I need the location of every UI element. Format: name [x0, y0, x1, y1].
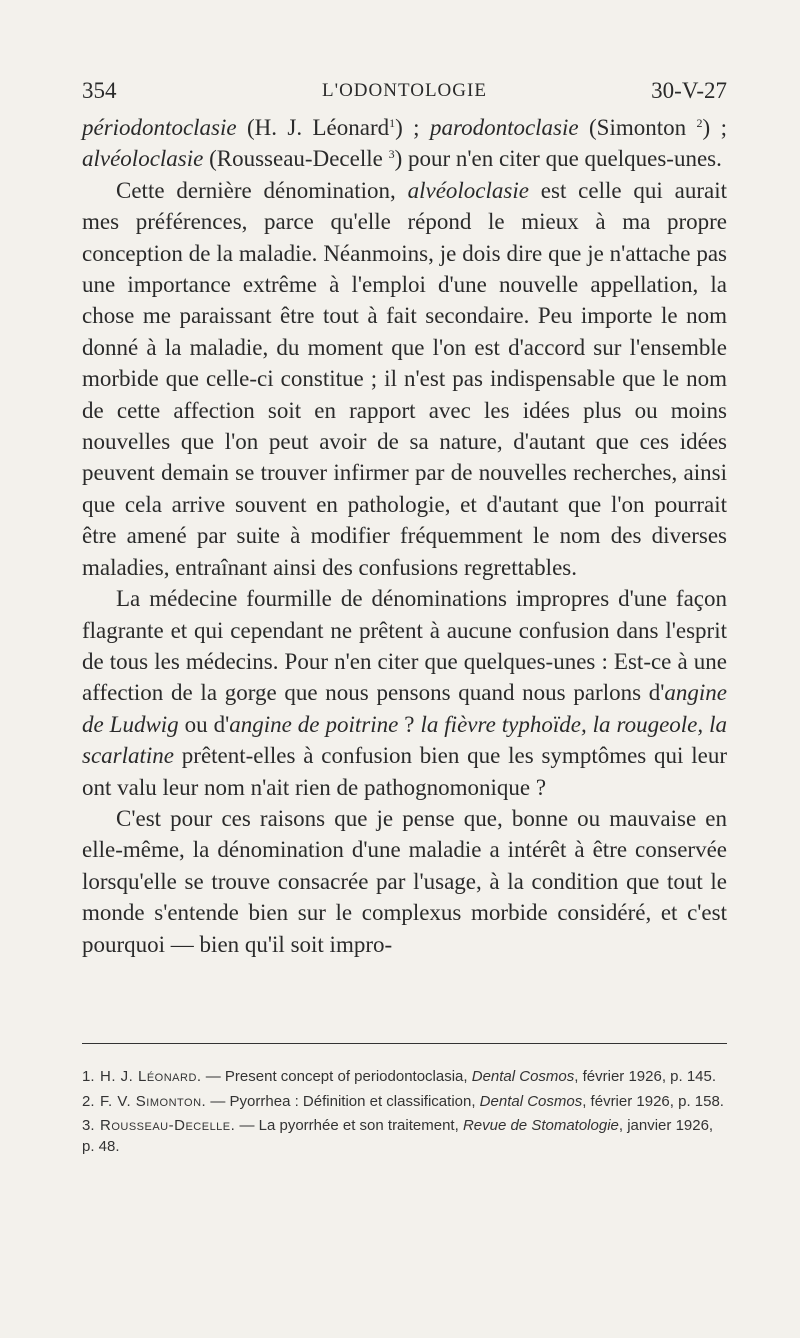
footnote-text: — Pyorrhea : Définition et classification,: [206, 1092, 480, 1110]
footnote-number: 3.: [82, 1117, 95, 1134]
text-run: La médecine fourmille de dénominations impropres d'une façon flagrante et qui cependant ne prêtent à aucune confusion dans l'esprit de tous les médecins. Pour n'en citer que quelques-unes : Est-ce à une affection de la gorge que nous pensons quand nous parlons d': [82, 586, 727, 706]
body-text: [82, 112, 727, 960]
footnote-ref: 2: [696, 116, 703, 130]
footnote-divider: [82, 1043, 727, 1044]
text-run: ) ;: [395, 115, 430, 140]
term-italic: angine de poitrine: [229, 711, 399, 737]
text-run: Cette dernière dénomination,: [116, 177, 408, 203]
footnote-journal: Dental Cosmos: [479, 1092, 583, 1110]
footnote-journal: Revue de Stomatologie: [462, 1117, 619, 1134]
footnotes: [82, 1067, 727, 1161]
footnote-text: , février 1926, p. 145.: [574, 1068, 717, 1085]
paragraph-2: [82, 175, 727, 583]
text-run: ) ;: [702, 115, 727, 140]
term-italic: la fièvre typhoïde, la rougeole, la scarlatine: [82, 711, 727, 769]
text-run: ou d': [178, 711, 230, 737]
text-run: est celle qui aurait mes préférences, parce qu'elle répond le mieux à ma propre conception de la maladie. Néanmoins, je dois dire que je n'attache pas une importance extrême à l'emploi d'une nouvelle appellation, la chose me paraissant être tout à fait secondaire. Peu importe le nom donné à la maladie, du moment que l'on est d'accord sur l'ensemble morbide que celle-ci constitue ; il n'est pas indispensable que le nom de cette affection soit en rapport avec les idées plus ou moins nouvelles que l'on peut avoir de sa nature, d'autant que ces idées peuvent demain se trouver infirmer par de nouvelles recherches, ainsi que cela arrive souvent en pathologie, et d'autant que l'on pourrait être amené par suite à modifier fréquemment le nom des diverses maladies, entraînant ainsi des confusions regrettables.: [82, 177, 728, 580]
footnote-journal: Dental Cosmos: [471, 1068, 575, 1085]
text-run: prêtent-elles à confusion bien que les symptômes qui leur ont valu leur nom n'ait rien de pathognomonique ?: [82, 743, 727, 800]
footnote-ref: 1: [389, 116, 396, 130]
footnote-3: [82, 1116, 727, 1157]
footnote-author: Rousseau-Decelle.: [100, 1117, 236, 1134]
paragraph-1: [82, 112, 727, 175]
term-italic: alvéoloclasie: [407, 177, 529, 203]
paragraph-4: [82, 803, 727, 960]
footnote-text: , février 1926, p. 158.: [582, 1092, 724, 1110]
footnote-text: , janvier 1926, p. 48.: [82, 1117, 714, 1155]
term-italic: périodontoclasie: [82, 115, 237, 140]
text-run: (Simonton: [578, 115, 697, 140]
footnote-ref: 3: [388, 147, 395, 162]
footnote-1: [82, 1067, 727, 1088]
text-run: C'est pour ces raisons que je pense que, bonne ou mauvaise en elle-même, la dénomination d'une maladie a intérêt à être conservée lorsqu'elle se trouve consacrée par l'usage, à la condition que tout le monde s'entende bien sur le complexus morbide considéré, et c'est pourquoi — bien qu'il soit impro-: [82, 805, 727, 957]
footnote-author: F. V. Simonton.: [100, 1092, 207, 1110]
term-italic: angine de Ludwig: [82, 680, 727, 737]
paragraph-3: [82, 583, 727, 803]
footnote-author: H. J. Léonard.: [100, 1068, 202, 1085]
footnote-text: — Present concept of periodontoclasia,: [201, 1068, 472, 1085]
footnote-number: 2.: [82, 1092, 95, 1110]
footnote-2: [82, 1092, 727, 1113]
running-title: L'ODONTOLOGIE: [322, 80, 487, 101]
page-header: [82, 78, 727, 108]
text-run: ?: [398, 711, 421, 737]
term-italic: parodontoclasie: [429, 115, 579, 140]
text-run: (H. J. Léonard: [236, 115, 390, 140]
issue-date: 30-V-27: [651, 78, 727, 103]
text-run: ) pour n'en citer que quelques-unes.: [394, 146, 722, 172]
footnote-number: 1.: [82, 1068, 95, 1085]
text-run: (Rousseau-Decelle: [203, 146, 389, 172]
term-italic: alvéoloclasie: [82, 146, 204, 172]
page-number: 354: [82, 78, 117, 103]
footnote-text: — La pyorrhée et son traitement,: [235, 1117, 463, 1134]
